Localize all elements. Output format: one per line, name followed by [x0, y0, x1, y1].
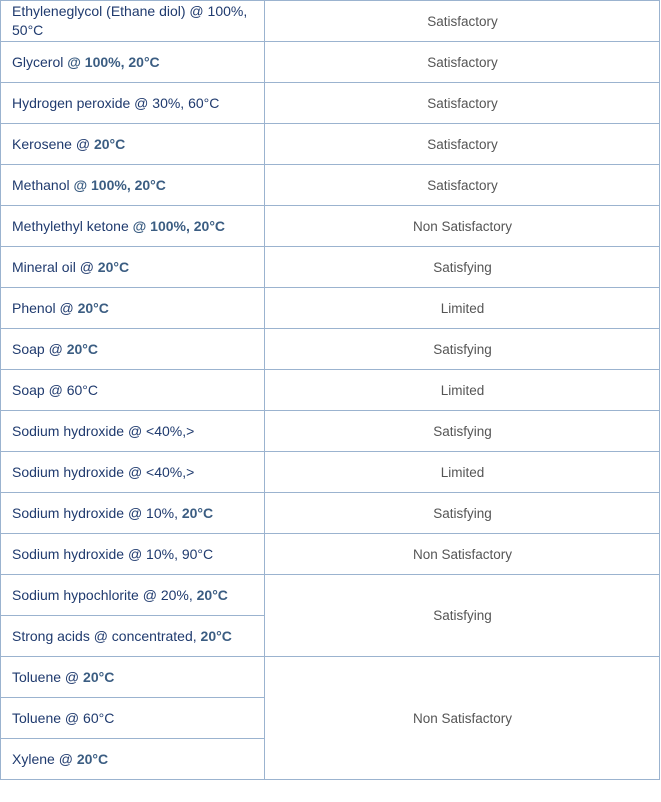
rating-cell: Limited [265, 288, 660, 329]
table-row [1, 1, 660, 42]
table-row [1, 247, 660, 288]
chemical-name: Kerosene @ [12, 135, 91, 152]
chemical-cell [1, 698, 265, 739]
condition: 20°C [76, 750, 109, 767]
table-row [1, 575, 660, 616]
chemical-name: Sodium hydroxide @ 10%, [12, 504, 178, 521]
rating-cell: Satisfactory [265, 1, 660, 42]
table-row [1, 657, 660, 698]
chemical-cell [1, 370, 265, 411]
chemical-name: Hydrogen peroxide @ 30%, 60°C [12, 94, 220, 111]
chemical-name: Ethyleneglycol (Ethane diol) @ 100%, 50°C [12, 3, 248, 38]
rating-cell: Non Satisfactory [265, 206, 660, 247]
table-row [1, 411, 660, 452]
chemical-cell [1, 165, 265, 206]
table-row [1, 493, 660, 534]
chemical-cell [1, 329, 265, 370]
chemical-name: Glycerol [12, 53, 64, 70]
chemical-cell [1, 247, 265, 288]
rating-cell: Satisfying [265, 411, 660, 452]
rating-cell: Satisfactory [265, 124, 660, 165]
condition: @ 100%, 20°C [73, 176, 166, 193]
table-row [1, 165, 660, 206]
chemical-name: Sodium hydroxide @ <40%,> [12, 463, 195, 480]
rating-cell: Satisfactory [265, 42, 660, 83]
chemical-name: Sodium hydroxide @ <40%,> [12, 422, 195, 439]
condition: 20°C [97, 258, 130, 275]
rating-cell: Non Satisfactory [265, 534, 660, 575]
chemical-name: Soap @ [12, 340, 63, 357]
rating-cell: Non Satisfactory [265, 657, 660, 780]
table-row [1, 124, 660, 165]
chemical-name: Mineral oil @ [12, 258, 94, 275]
chemical-cell [1, 493, 265, 534]
chemical-cell [1, 411, 265, 452]
chemical-name: Phenol @ [12, 299, 74, 316]
condition: 20°C [196, 586, 228, 603]
chemical-cell [1, 1, 265, 42]
chemical-name: Xylene @ [12, 750, 73, 767]
chemical-cell [1, 739, 265, 780]
chemical-cell [1, 534, 265, 575]
table-row [1, 83, 660, 124]
rating-cell: Satisfying [265, 493, 660, 534]
chemical-cell [1, 657, 265, 698]
chemical-cell [1, 83, 265, 124]
chemical-cell [1, 575, 265, 616]
condition: 20°C [93, 135, 126, 152]
table-row [1, 452, 660, 493]
table-row [1, 534, 660, 575]
chemical-name: Toluene @ [12, 668, 80, 685]
condition: 20°C [200, 627, 232, 644]
rating-cell: Satisfactory [265, 83, 660, 124]
chemical-name: Sodium hypochlorite @ 20%, [12, 586, 193, 603]
condition: 20°C [77, 299, 109, 316]
table-row [1, 370, 660, 411]
condition: 20°C [83, 668, 115, 685]
table-row [1, 42, 660, 83]
table-row [1, 329, 660, 370]
chemical-cell [1, 452, 265, 493]
chemical-cell [1, 288, 265, 329]
chemical-name: Sodium hydroxide @ 10%, 90°C [12, 545, 214, 562]
rating-cell: Limited [265, 452, 660, 493]
rating-cell: Limited [265, 370, 660, 411]
chemical-cell [1, 124, 265, 165]
chemical-name: Methylethyl ketone [12, 217, 129, 234]
condition: 20°C [66, 340, 98, 357]
condition: 20°C [181, 504, 214, 521]
chemical-cell [1, 42, 265, 83]
chemical-name: Toluene @ 60°C [12, 709, 115, 726]
rating-cell: Satisfying [265, 575, 660, 657]
table-row [1, 206, 660, 247]
rating-cell: Satisfactory [265, 165, 660, 206]
condition: @ 100%, 20°C [132, 217, 226, 234]
chemical-cell [1, 616, 265, 657]
chemical-cell [1, 206, 265, 247]
rating-cell: Satisfying [265, 247, 660, 288]
condition: @ 100%, 20°C [67, 53, 160, 70]
table-row [1, 288, 660, 329]
chemical-name: Methanol [12, 176, 70, 193]
chemical-name: Strong acids @ concentrated, [12, 627, 197, 644]
rating-cell: Satisfying [265, 329, 660, 370]
chemical-name: Soap @ 60°C [12, 381, 98, 398]
